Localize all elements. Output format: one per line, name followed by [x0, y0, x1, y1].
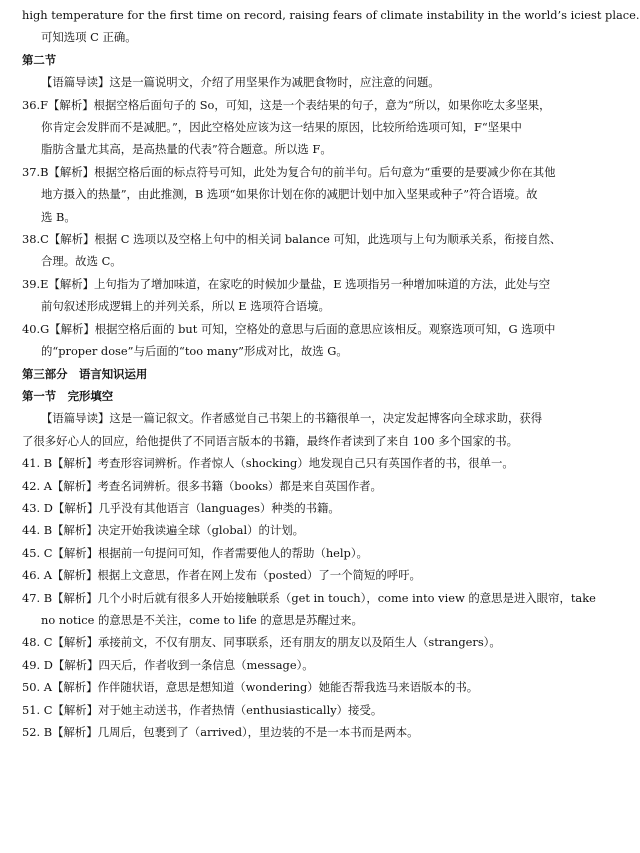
answer-item: [22, 721, 539, 743]
answer-number: 48. C: [22, 635, 53, 650]
answer-number: 36.F: [22, 97, 49, 112]
answer-number: 46. A: [22, 568, 52, 583]
answer-text: 【解析】根据空格后面的标点符号可知，此处为复合句的前半句。后句意为“重要的是要减少你在其他: [48, 164, 556, 179]
answer-item: [22, 228, 562, 250]
answer-text: 【解析】根据上文意思，作者在网上发布（posted）了一个简短的呼吁。: [51, 568, 421, 583]
answer-item: [22, 161, 556, 183]
answer-text: 前句叙述形成逻辑上的并列关系，所以 E 选项符合语境。: [41, 299, 330, 314]
answer-item: [22, 542, 539, 564]
answer-text: 你肯定会发胖而不是减肥。”，因此空格处应该为这一结果的原因，比较所给选项可知，F“坚果中: [41, 120, 522, 135]
reading-guide: 【语篇导读】这是一篇记叙文。作者感觉自己书架上的书籍很单一，决定发起博客向全球求助，获得: [41, 411, 543, 426]
answer-item: [22, 497, 539, 519]
answer-text: 【解析】根据空格后面的 but 可知，空格处的意思与后面的意思应该相反。观察选项可知，G 选项中: [49, 321, 556, 336]
answer-item: [22, 318, 556, 340]
answer-text: 【解析】作伴随状语，意思是想知道（wondering）她能否帮我选马来语版本的书。: [51, 680, 479, 695]
answer-item: [22, 564, 539, 586]
answer-text: 地方摄入的热量”，由此推测，B 选项“如果你计划在你的减肥计划中加入坚果或种子”符合语境。故: [41, 187, 538, 202]
answer-number: 37.B: [22, 164, 49, 179]
answer-text: 【解析】根据空格后面句子的 So，可知，这是一个表结果的句子，意为“所以，如果你吃太多坚果，: [48, 97, 551, 112]
answer-text: 【解析】几乎没有其他语言（languages）种类的书籍。: [52, 500, 340, 515]
answer-item: [22, 654, 539, 676]
answer-text: 选 B。: [41, 209, 76, 224]
answer-item: [22, 519, 539, 541]
answer-item: [22, 475, 539, 497]
answer-number: 52. B: [22, 725, 53, 739]
answer-number: 45. C: [22, 545, 53, 560]
answer-number: 44. B: [22, 523, 53, 538]
answer-number: 51. C: [22, 702, 53, 717]
answer-text: 的“proper dose”与后面的“too many”形成对比，故选 G。: [41, 344, 348, 359]
answer-text: 【解析】考查名词辨析。很多书籍（books）都是来自英国作者。: [51, 478, 382, 493]
answer-number: 38.C: [22, 232, 49, 247]
answer-text: no notice 的意思是不关注，come to life 的意思是苏醒过来。: [41, 612, 363, 627]
reading-guide: 了很多好心人的回应，给他提供了不同语言版本的书籍，最终作者读到了来自 100 多个国家的书。: [22, 433, 519, 448]
answer-text: 【解析】四天后，作者收到一条信息（message）。: [52, 657, 314, 672]
answer-number: 43. D: [22, 500, 53, 515]
answer-text: 【解析】决定开始我读遍全球（global）的计划。: [52, 523, 305, 538]
answer-number: 50. A: [22, 680, 52, 695]
answer-number: 40.G: [22, 321, 50, 336]
section-heading: 第一节 完形填空: [22, 388, 114, 403]
answer-number: 41. B: [22, 456, 53, 471]
part-heading: 第三部分 语言知识运用: [22, 366, 148, 381]
answer-number: 42. A: [22, 478, 52, 493]
answer-text: 【解析】上句指为了增加味道，在家吃的时候加少量盐，E 选项指另一种增加味道的方法，此处与空: [48, 276, 551, 291]
answer-text: 【解析】几个小时后就有很多人开始接触联系（get in touch），come into view 的意思是进入眼帘，take: [52, 590, 596, 605]
answer-item: [22, 273, 551, 295]
answer-text: 【解析】几周后，包裹到了（arrived），里边装的不是一本书而是两本。: [52, 725, 419, 739]
answer-item: [22, 699, 539, 721]
answer-item: [22, 587, 596, 609]
answer-item: [22, 94, 551, 116]
answer-text: 合理。故选 C。: [41, 254, 122, 269]
answer-text: 【解析】承接前文，不仅有朋友、同事联系，还有朋友的朋友以及陌生人（strangers）。: [52, 635, 501, 650]
section-heading: 第二节: [22, 52, 57, 67]
answer-text: 【解析】对于她主动送书，作者热情（enthusiastically）接受。: [52, 702, 383, 717]
answer-text: 脂肪含量尤其高，是高热量的代表”符合题意。所以选 F。: [41, 142, 332, 157]
answer-text: 【解析】根据 C 选项以及空格上句中的相关词 balance 可知，此选项与上句为顺承关系，衔接自然、: [48, 232, 562, 247]
answer-number: 39.E: [22, 276, 49, 291]
answer-text: 【解析】考查形容词辨析。作者惊人（shocking）地发现自己只有英国作者的书，很单一。: [52, 456, 514, 471]
answer-item: [22, 631, 539, 653]
answer-item: [22, 452, 539, 474]
text-line: 可知选项 C 正确。: [41, 30, 137, 45]
answer-number: 47. B: [22, 590, 53, 605]
text-line: high temperature for the first time on record, raising fears of climate instability in the world’s iciest place.: [22, 8, 640, 22]
answer-text: 【解析】根据前一句提问可知，作者需要他人的帮助（help）。: [52, 545, 368, 560]
answer-item: [22, 676, 539, 698]
reading-guide: 【语篇导读】这是一篇说明文，介绍了用坚果作为减肥食物时，应注意的问题。: [41, 75, 440, 90]
answer-number: 49. D: [22, 657, 53, 672]
